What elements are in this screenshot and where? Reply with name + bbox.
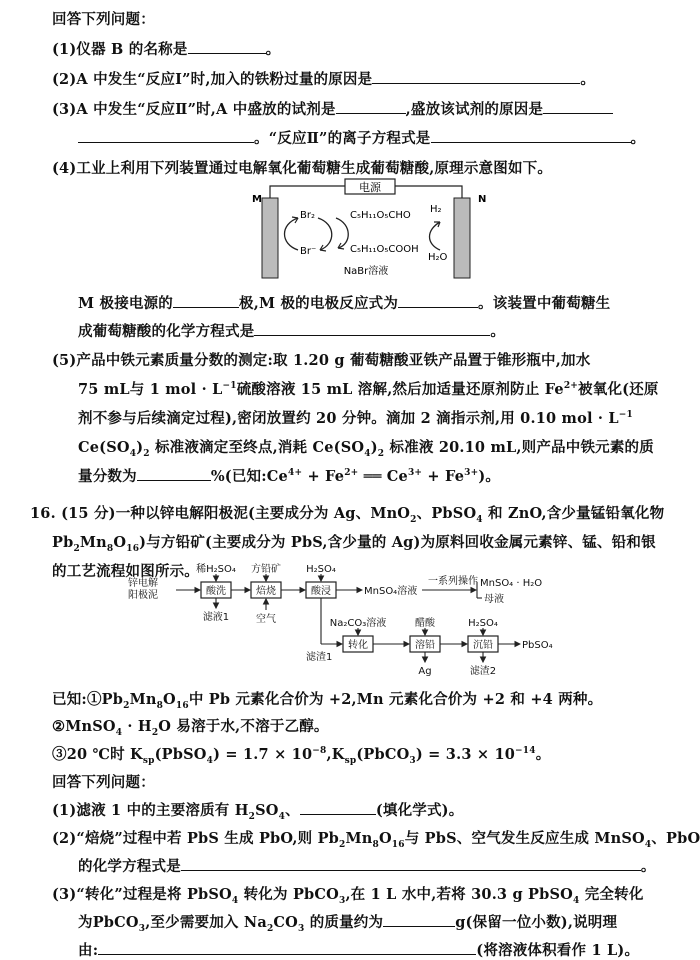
subscript: 3: [409, 755, 416, 766]
answer-blank[interactable]: [181, 857, 641, 871]
answer-blank[interactable]: [543, 100, 613, 114]
superscript: −1: [618, 410, 634, 421]
answer-blank[interactable]: [300, 801, 376, 815]
text-line: [52, 883, 644, 906]
text-run: Mn: [79, 534, 107, 551]
convert-label: 转化: [348, 640, 368, 651]
text-run: 。: [640, 858, 656, 875]
answer-blank[interactable]: [254, 322, 490, 336]
text-run: + Fe: [422, 468, 465, 485]
text-run: (4)工业上利用下列装置通过电解氧化葡萄糖生成葡萄糖酸,原理示意图如下。: [52, 160, 553, 177]
subscript: 4: [231, 895, 239, 906]
text-run: · H: [122, 718, 152, 735]
text-line: [52, 771, 155, 792]
process-flowchart: [128, 566, 598, 678]
superscript: 2+: [344, 468, 359, 479]
subscript: sp: [344, 755, 357, 766]
subscript: 8: [156, 700, 164, 711]
text-run: O: [113, 534, 127, 551]
answer-blank[interactable]: [336, 100, 406, 114]
answer-blank[interactable]: [188, 40, 266, 54]
superscript: 3+: [407, 468, 423, 479]
subscript: 2: [151, 727, 159, 738]
subscript: 2: [339, 839, 346, 850]
text-run: 由:: [78, 942, 99, 959]
air-input: 空气: [256, 614, 276, 625]
text-run: 、PbO: [651, 830, 700, 847]
text-run: 、: [285, 802, 300, 819]
text-run: (1)滤液 1 中的主要溶质有 H: [52, 802, 249, 819]
subscript: 8: [372, 839, 379, 850]
power-source-label: 电源: [359, 181, 381, 194]
text-run: 。: [490, 323, 506, 340]
text-run: 和 ZnO,含少量锰铅氧化物: [482, 505, 665, 522]
subscript: 4: [476, 514, 483, 525]
text-run: 极,M 极的电极反应式为: [239, 295, 399, 312]
text-run: (1)仪器 B 的名称是: [52, 41, 188, 58]
text-run: (PbCO: [356, 746, 410, 763]
text-line: [52, 68, 595, 89]
acetic-acid-input: 醋酸: [415, 618, 435, 629]
subscript: 4: [129, 448, 137, 459]
text-run: ): [370, 439, 378, 456]
text-line: [78, 855, 656, 876]
subscript: 3: [297, 923, 305, 934]
text-run: 成葡萄糖酸的化学方程式是: [78, 323, 255, 340]
feed-label-1: 锌电解: [128, 578, 158, 589]
text-line: [52, 827, 700, 850]
subscript: 4: [278, 811, 286, 822]
text-line: [78, 127, 645, 148]
feed-label-2: 阳极泥: [128, 590, 158, 601]
text-run: Pb: [52, 534, 74, 551]
answer-blank[interactable]: [431, 129, 631, 143]
text-line: [52, 38, 280, 59]
text-line: [78, 465, 500, 486]
text-run: O 易溶于水,不溶于乙醇。: [158, 718, 329, 735]
text-run: 与 PbS、空气发生反应生成 MnSO: [404, 830, 645, 847]
text-run: 硫酸溶液 15 mL 溶解,然后加适量还原剂防止 Fe: [236, 381, 564, 398]
subscript: 16: [126, 543, 140, 554]
h2so4-input-3: H₂SO₄: [468, 618, 498, 629]
dilute-h2so4-input: 稀H₂SO₄: [196, 564, 236, 575]
answer-blank[interactable]: [78, 129, 254, 143]
text-run: 、PbSO: [416, 505, 477, 522]
text-run: (2)A 中发生“反应Ⅰ”时,加入的铁粉过量的原因是: [52, 71, 373, 88]
text-line: [78, 407, 633, 428]
text-run: 标准液滴定至终点,消耗 Ce(SO: [149, 439, 365, 456]
answer-blank[interactable]: [383, 913, 455, 927]
text-run: %(已知:Ce: [210, 468, 288, 485]
subscript: 4: [115, 727, 123, 738]
subscript: 3: [138, 923, 146, 934]
text-line: [52, 531, 656, 554]
text-run: 被氧化(还原: [578, 381, 659, 398]
text-run: 。: [580, 71, 596, 88]
superscript: −1: [222, 381, 237, 392]
text-line: [52, 349, 590, 370]
text-run: ) = 3.3 × 10: [415, 746, 516, 763]
superscript: −14: [515, 746, 536, 757]
text-run: 。: [630, 130, 646, 147]
subscript: 4: [573, 895, 580, 906]
text-line: [52, 157, 552, 178]
text-run: 回答下列问题：: [52, 774, 155, 791]
text-run: ) = 1.7 × 10: [213, 746, 313, 763]
text-line: [78, 320, 505, 341]
acid-leach-label: 酸浸: [311, 586, 331, 597]
ag-output: Ag: [418, 666, 432, 677]
subscript: sp: [142, 755, 155, 766]
text-run: )。: [478, 468, 501, 485]
text-run: ③20 ℃时 K: [52, 746, 143, 763]
subscript: 16: [391, 839, 405, 850]
subscript: 8: [106, 543, 114, 554]
text-run: Ce(SO: [78, 439, 130, 456]
text-run: 75 mL与 1 mol · L: [78, 381, 223, 398]
text-line: [78, 436, 654, 459]
text-run: 转化为 PbCO: [238, 886, 339, 903]
mnso4-h2o-label: MnSO₄ · H₂O: [480, 578, 543, 589]
text-run: 。“反应Ⅱ”的离子方程式是: [254, 130, 431, 147]
text-run: 完全转化: [579, 886, 644, 903]
superscript: −8: [312, 746, 327, 757]
subscript: 4: [206, 755, 214, 766]
text-line: [78, 292, 610, 313]
text-run: O: [163, 691, 176, 708]
text-run: (3)“转化”过程是将 PbSO: [52, 886, 232, 903]
text-run: 。: [265, 41, 281, 58]
mnso4-solution-label: MnSO₄溶液: [364, 586, 418, 597]
br-ion-label: Br⁻: [300, 246, 317, 257]
text-run: ,在 1 L 水中,若将 30.3 g PbSO: [345, 886, 574, 903]
text-run: 。该装置中葡萄糖生: [478, 295, 611, 312]
text-run: Mn: [129, 691, 157, 708]
electrode-m: [262, 198, 278, 278]
electrode-n-label: N: [478, 194, 487, 205]
subscript: 4: [364, 448, 371, 459]
answer-blank[interactable]: [173, 294, 239, 308]
answer-blank[interactable]: [398, 294, 478, 308]
text-run: 中 Pb 元素化合价为 +2,Mn 元素化合价为 +2 和 +4 两种。: [188, 691, 603, 708]
text-line: [30, 502, 664, 525]
na2co3-input: Na₂CO₃溶液: [329, 618, 387, 629]
text-run: 。: [535, 746, 551, 763]
text-line: [52, 715, 329, 738]
mother-liquor-label: 母液: [484, 594, 504, 605]
answer-blank[interactable]: [98, 941, 476, 955]
galena-input: 方铅矿: [251, 564, 281, 575]
electrolysis-diagram: [240, 178, 500, 286]
text-run: ,K: [326, 746, 345, 763]
text-run: 量分数为: [78, 468, 137, 485]
text-line: [52, 98, 613, 119]
h2-label: H₂: [430, 204, 442, 215]
gluconic-acid-label: C₅H₁₁O₅COOH: [350, 244, 419, 255]
subscript: 2: [123, 700, 130, 711]
text-line: [52, 743, 550, 766]
text-run: CO: [273, 914, 298, 931]
text-run: 回答下列问题：: [52, 11, 155, 28]
text-run: + Fe: [302, 468, 345, 485]
electrode-n: [454, 198, 470, 278]
text-line: [52, 8, 155, 29]
text-run: (5)产品中铁元素质量分数的测定:取 1.20 g 葡萄糖酸亚铁产品置于锥形瓶中,加水: [52, 352, 591, 369]
subscript: 2: [248, 811, 256, 822]
dissolve-pb-label: 溶铅: [415, 640, 435, 651]
subscript: 3: [338, 895, 346, 906]
text-run: (2)“焙烧”过程中若 PbS 生成 PbO,则 Pb: [52, 830, 340, 847]
glucose-label: C₅H₁₁O₅CHO: [350, 210, 411, 221]
subscript: 2: [266, 923, 274, 934]
series-ops-label: 一系列操作: [428, 576, 478, 587]
text-line: [52, 799, 463, 822]
text-run: (将溶液体积看作 1 L)。: [476, 942, 640, 959]
br2-label: Br₂: [300, 210, 315, 221]
text-run: ②MnSO: [52, 718, 116, 735]
text-run: ══ Ce: [358, 468, 408, 485]
text-run: 的化学方程式是: [78, 858, 181, 875]
text-line: [78, 939, 639, 960]
acid-wash-label: 酸洗: [206, 586, 226, 597]
text-run: 为PbCO: [78, 914, 139, 931]
text-line: [78, 911, 617, 934]
text-line: [52, 688, 602, 711]
text-run: M 极接电源的: [78, 295, 173, 312]
electrode-m-label: M: [252, 194, 262, 205]
h2so4-input: H₂SO₄: [306, 564, 336, 575]
roast-label: 焙烧: [256, 586, 276, 597]
answer-blank[interactable]: [372, 70, 580, 84]
text-run: O: [378, 830, 392, 847]
superscript: 4+: [287, 468, 303, 479]
text-run: ,盛放该试剂的原因是: [405, 101, 544, 118]
subscript: 2: [143, 448, 150, 459]
superscript: 2+: [563, 381, 579, 392]
h2o-label: H₂O: [428, 252, 448, 263]
text-run: 剂不参与后续滴定过程),密闭放置约 20 分钟。滴加 2 滴指示剂,用 0.10 mol · L: [78, 410, 619, 427]
filtrate1-output: 滤液1: [202, 612, 230, 623]
text-run: 已知:①Pb: [52, 691, 124, 708]
answer-blank[interactable]: [137, 467, 211, 481]
text-run: 标准液 20.10 mL,则产品中铁元素的质: [384, 439, 654, 456]
subscript: 2: [410, 514, 417, 525]
text-run: 的工艺流程如图所示。: [52, 563, 199, 580]
subscript: 4: [644, 839, 652, 850]
text-run: (3)A 中发生“反应Ⅱ”时,A 中盛放的试剂是: [52, 101, 336, 118]
subscript: 16: [175, 700, 189, 711]
precip-pb-label: 沉铅: [473, 640, 493, 651]
residue1-label: 滤渣1: [306, 652, 333, 663]
electrolyte-label: NaBr溶液: [343, 266, 389, 277]
text-run: Mn: [345, 830, 373, 847]
text-run: (填化学式)。: [375, 802, 464, 819]
subscript: 2: [377, 448, 385, 459]
text-line: [78, 378, 659, 399]
text-run: g(保留一位小数),说明理: [455, 914, 618, 931]
text-run: SO: [255, 802, 279, 819]
pbso4-output: PbSO₄: [522, 640, 553, 651]
text-run: )与方铅矿(主要成分为 PbS,含少量的 Ag)为原料回收金属元素锌、锰、铅和银: [139, 534, 656, 551]
subscript: 2: [73, 543, 80, 554]
text-run: ): [136, 439, 144, 456]
residue2-output: 滤渣2: [469, 666, 497, 677]
text-run: ,至少需要加入 Na: [145, 914, 267, 931]
text-run: (PbSO: [154, 746, 207, 763]
superscript: 3+: [464, 468, 479, 479]
text-run: 16. (15 分)一种以锌电解阳极泥(主要成分为 Ag、MnO: [30, 505, 411, 522]
text-run: 的质量约为: [304, 914, 384, 931]
